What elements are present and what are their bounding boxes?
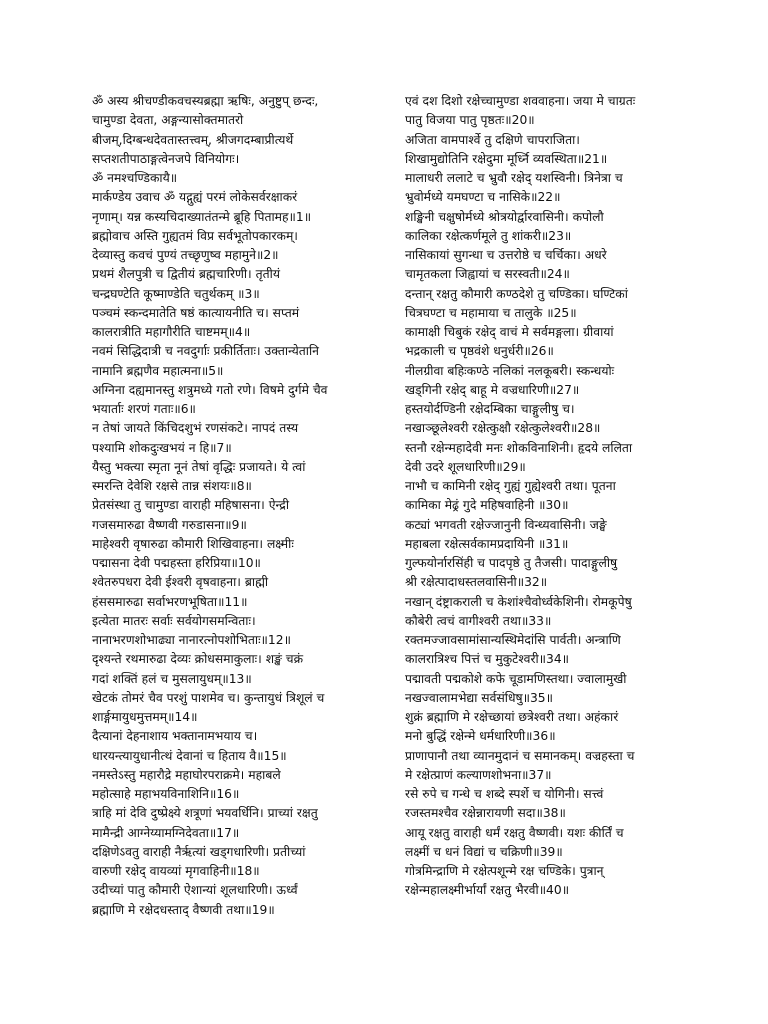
right-column-line: मनो बुद्धिं रक्षेन्मे धर्मधारिणी॥36॥ [405, 729, 556, 744]
right-column-line: गोत्रमिन्द्राणि मे रक्षेत्पशून्मे रक्ष चण्डिके। पुत्रान् [405, 864, 604, 878]
right-column-line: नखान् दंष्ट्राकराली च केशांश्चैवोर्ध्वकेशिनी। रोमकूपेषु [405, 594, 632, 609]
right-column-line: भद्रकाली च पृष्ठवंशे धनुर्धरी॥26॥ [405, 344, 554, 359]
left-column-line: देव्यास्तु कवचं पुण्यं तच्छृणुष्व महामुने॥2॥ [92, 248, 279, 262]
right-column-line: शिखामुद्योतिनि रक्षेदुमा मूर्ध्नि व्यवस्थिता॥21॥ [405, 151, 608, 166]
right-column-line: लक्ष्मीं च धनं विद्यां च चक्रिणी॥39॥ [405, 844, 563, 859]
left-column-line: प्रेतसंस्था तु चामुण्डा वाराही महिषासना। ऐन्द्री [92, 498, 290, 513]
right-column-line: नासिकायां सुगन्धा च उत्तरोष्ठे च चर्चिका। अधरे [405, 248, 607, 262]
left-column-line: पञ्चमं स्कन्दमातेति षष्ठं कात्यायनीति च। सप्तमं [92, 305, 300, 320]
right-column-line: रक्तमज्जावसामांसान्यस्थिमेदांसि पार्वती। अन्त्राणि [405, 633, 621, 647]
right-column-line: हस्तयोर्दण्डिनी रक्षेदम्बिका चाङ्गुलीषु च। [405, 402, 575, 416]
right-column-line: पातु विजया पातु पृष्ठतः॥20॥ [405, 113, 535, 128]
left-column-line: धारयन्त्यायुधानीत्थं देवानां च हिताय वै॥15॥ [92, 748, 287, 763]
left-column-line: ॐ नमश्चण्डिकायै॥ [92, 171, 178, 185]
right-column-line: एवं दश दिशो रक्षेच्चामुण्डा शववाहना। जया मे चाग्रतः [405, 94, 636, 108]
left-column-line: नमस्तेऽस्तु महारौद्रे महाघोरपराक्रमे। महाबले [92, 767, 281, 782]
right-column-line: रजस्तमश्चैव रक्षेन्नारायणी सदा॥38॥ [405, 806, 566, 821]
left-column-line: हंससमारुढा सर्वाभरणभूषिता॥11॥ [92, 594, 248, 609]
right-column-line: खड्गिनी रक्षेद् बाहू मे वज्रधारिणी॥27॥ [405, 382, 580, 397]
left-column-line: पद्मासना देवी पद्महस्ता हरिप्रिया॥10॥ [92, 556, 261, 570]
right-text-column [405, 92, 695, 901]
right-column-line: कट्यां भगवती रक्षेज्जानुनी विन्ध्यवासिनी। जङ्घे [405, 517, 607, 532]
right-column-line: शङ्खिनी चक्षुषोर्मध्ये श्रोत्रयोर्द्वारवासिनी। कपोलौ [405, 209, 604, 224]
right-column-line: महाबला रक्षेत्सर्वकामप्रदायिनी ॥31॥ [405, 536, 569, 551]
left-column-line: यैस्तु भक्त्या स्मृता नूनं तेषां वृद्धिः प्रजायते। ये त्वां [92, 459, 306, 474]
left-column-line: ॐ अस्य श्रीचण्डीकवचस्यब्रह्मा ऋषिः, अनुष्टुप् छन्दः, [92, 94, 319, 108]
right-column-line: आयू रक्षतु वाराही धर्मं रक्षतु वैष्णवी। यशः कीर्तिं च [405, 825, 624, 840]
left-column-line: अग्निना दह्यमानस्तु शत्रुमध्ये गतो रणे। विषमे दुर्गमे चैव [92, 382, 328, 397]
left-column-line: चामुण्डा देवता, अङ्गन्यासोक्तमातरो [92, 113, 244, 128]
right-column-line: दन्तान् रक्षतु कौमारी कण्ठदेशे तु चण्डिका। घण्टिकां [405, 286, 628, 301]
left-column-line: गजसमारुढा वैष्णवी गरुडासना॥9॥ [92, 517, 247, 532]
right-column-line: स्तनौ रक्षेन्महादेवी मनः शोकविनाशिनी। हृदये ललिता [405, 440, 633, 455]
right-column-line: नीलग्रीवा बहिःकण्ठे नलिकां नलकूबरी। स्कन्धयोः [405, 363, 615, 378]
left-column-line: वारुणी रक्षेद् वायव्यां मृगवाहिनी॥18॥ [92, 864, 260, 878]
right-column-line: चित्रघण्टा च महामाया च तालुके ॥25॥ [405, 305, 577, 320]
left-column-line: मामैन्द्री आग्नेय्यामग्निदेवता॥17॥ [92, 825, 240, 840]
left-column-line: माहेश्वरी वृषारुढा कौमारी शिखिवाहना। लक्ष्मीः [92, 536, 294, 551]
left-column-line: न तेषां जायते किंचिदशुभं रणसंकटे। नापदं तस्य [92, 421, 299, 436]
right-column-line: कौबेरी त्वचं वागीश्वरी तथा॥33॥ [405, 613, 552, 628]
right-column-line: अजिता वामपार्श्वे तु दक्षिणे चापराजिता। [405, 132, 580, 147]
right-column-line: कामाक्षी चिबुकं रक्षेद् वाचं मे सर्वमङ्गला। ग्रीवायां [405, 325, 614, 339]
right-column-line: मालाधरी ललाटे च भ्रुवौ रक्षेद् यशस्विनी। त्रिनेत्रा च [405, 171, 623, 185]
right-column-line: प्राणापानौ तथा व्यानमुदानं च समानकम्। वज्रहस्ता च [405, 748, 635, 763]
left-column-line: ब्रह्मोवाच अस्ति गुह्यतमं विप्र सर्वभूतोपकारकम्। [92, 228, 298, 243]
left-column-line: सप्तशतीपाठाङ्गत्वेनजपे विनियोगः। [92, 151, 240, 166]
right-column-line: नखाञ्छूलेश्वरी रक्षेत्कुक्षौ रक्षेत्कुलेश्वरी॥28॥ [405, 421, 601, 436]
left-column-line: श्वेतरुपधरा देवी ईश्वरी वृषवाहना। ब्राह्मी [92, 575, 269, 590]
right-column-line: नखज्वालामभेद्या सर्वसंधिषु॥35॥ [405, 690, 553, 705]
left-column-line: दृश्यन्ते रथमारुढा देव्यः क्रोधसमाकुलाः। शङ्खं चक्रं [92, 652, 304, 667]
right-column-line: मे रक्षेत्प्राणं कल्याणशोभना॥37॥ [405, 767, 552, 782]
left-column-line: पश्यामि शोकदुःखभयं न हि॥7॥ [92, 440, 232, 455]
left-column-line: नानाभरणशोभाढ्या नानारत्नोपशोभिताः॥12॥ [92, 633, 291, 647]
left-column-line: इत्येता मातरः सर्वाः सर्वयोगसमन्विताः। [92, 613, 256, 628]
left-column-line: दक्षिणेऽवतु वाराही नैर्ऋत्यां खड्गधारिणी। प्रतीच्यां [92, 844, 306, 859]
left-column-line: प्रथमं शैलपुत्री च द्वितीयं ब्रह्मचारिणी। तृतीयं [92, 267, 280, 282]
right-column-line: देवी उदरे शूलधारिणी॥29॥ [405, 459, 526, 474]
left-column-line: खेटकं तोमरं चैव परशुं पाशमेव च। कुन्तायुधं त्रिशूलं च [92, 690, 325, 705]
right-column-line: शुक्रं ब्रह्माणि मे रक्षेच्छायां छत्रेश्वरी तथा। अहंकारं [405, 710, 619, 724]
left-column-line: स्मरन्ति देवेशि रक्षसे तान्न संशयः॥8॥ [92, 479, 252, 493]
left-column-line: नवमं सिद्धिदात्री च नवदुर्गाः प्रकीर्तिताः। उक्तान्येतानि [92, 344, 319, 359]
left-column-line: दैत्यानां देहनाशाय भक्तानामभयाय च। [92, 729, 258, 744]
left-column-line: नामानि ब्रह्मणैव महात्मना॥5॥ [92, 363, 224, 378]
left-column-line: चन्द्रघण्टेति कूष्माण्डेति चतुर्थकम् ॥3॥ [92, 286, 260, 301]
left-text-column [92, 92, 378, 920]
left-column-line: ब्रह्माणि मे रक्षेदधस्ताद् वैष्णवी तथा॥19॥ [92, 902, 275, 917]
right-column-line: कामिका मेढ्रं गुदे महिषवाहिनी ॥30॥ [405, 498, 569, 513]
right-column-line: चामृतकला जिह्वायां च सरस्वती॥24॥ [405, 267, 570, 282]
right-column-line: रक्षेन्महालक्ष्मीर्भार्यां रक्षतु भैरवी॥40॥ [405, 883, 570, 898]
right-column-line: कालरात्रिश्च पित्तं च मुकुटेश्वरी॥34॥ [405, 652, 570, 667]
right-column-line: भ्रुवोर्मध्ये यमघण्टा च नासिके॥22॥ [405, 190, 561, 205]
left-column-line: गदां शक्तिं हलं च मुसलायुधम्॥13॥ [92, 671, 252, 686]
left-column-line: उदीच्यां पातु कौमारी ऐशान्यां शूलधारिणी। ऊर्ध्वं [92, 883, 298, 898]
right-column-line: श्री रक्षेत्पादाधस्तलवासिनी॥32॥ [405, 575, 548, 590]
right-column-line: पद्मावती पद्मकोशे कफे चूडामणिस्तथा। ज्वालामुखी [405, 671, 627, 686]
left-column-line: बीजम्,दिग्बन्धदेवतास्तत्त्वम्, श्रीजगदम्बाप्रीत्यर्थे [92, 132, 294, 147]
left-column-line: नृणाम्। यन्न कस्यचिदाख्यातंतन्मे ब्रूहि पितामह॥1॥ [92, 209, 312, 224]
left-column-line: भयार्ताः शरणं गताः॥6॥ [92, 402, 196, 416]
left-column-line: मार्कण्डेय उवाच ॐ यद्गुह्यं परमं लोकेसर्वरक्षाकरं [92, 190, 298, 205]
right-column-line: नाभौ च कामिनी रक्षेद् गुह्यं गुह्येश्वरी तथा। पूतना [405, 479, 616, 493]
right-column-line: कालिका रक्षेत्कर्णमूले तु शांकरी॥23॥ [405, 228, 572, 243]
right-column-line: गुल्फयोर्नारसिंही च पादपृष्ठे तु तैजसी। पादाङ्गुलीषु [405, 556, 618, 570]
left-column-line: शार्ङ्गमायुधमुत्तमम्॥14॥ [92, 710, 198, 724]
right-column-line: रसे रुपे च गन्धे च शब्दे स्पर्शे च योगिनी। सत्त्वं [405, 787, 604, 801]
left-column-line: महोत्साहे महाभयविनाशिनि॥16॥ [92, 787, 240, 801]
left-column-line: त्राहि मां देवि दुष्प्रेक्ष्ये शत्रूणां भयवर्धिनि। प्राच्यां रक्षतु [92, 806, 318, 821]
left-column-line: कालरात्रीति महागौरीति चाष्टमम्॥4॥ [92, 325, 251, 339]
